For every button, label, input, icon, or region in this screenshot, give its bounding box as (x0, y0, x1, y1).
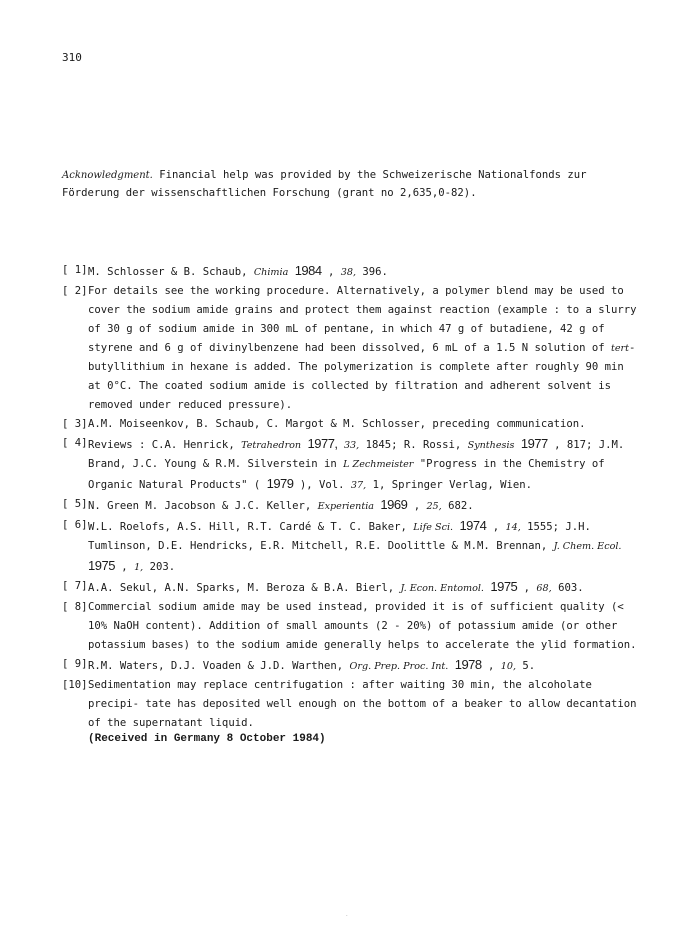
reference-fragment: , (321, 266, 341, 278)
reference-item (62, 282, 642, 415)
italic-text: 25, (426, 501, 442, 512)
year-text: 1978 (454, 657, 482, 672)
reference-item (62, 434, 642, 495)
reference-text (88, 434, 642, 495)
reference-number: [ 3] (62, 418, 88, 430)
reference-fragment: Sedimentation may replace centrifugation : after waiting 30 min, the alcoholate precipi- tate has deposited well enough on the bottom of a beaker to allow decantation of the supernatant liquid. (88, 679, 637, 729)
italic-text: 14, (505, 522, 521, 533)
reference-fragment: For details see the working procedure. Alternatively, a polymer blend may be used to cover the sodium amide grains and protect them against reaction (example : to a slurry of 30 g of sodium amide in 300 mL of pentane, in which 47 g of butadiene, 42 g of styrene and 6 g of divinylbenzene had been dissolved, 6 mL of a 1.5 N solution of (88, 285, 637, 354)
year-text: 1979 (266, 476, 294, 491)
reference-fragment: -butyllithium in hexane is added. The polymerization is complete after roughly 90 min at 0°C. The coated sodium amide is collected by filtration and adherent solvent is removed under reduced pressure). (88, 342, 636, 411)
reference-text (88, 655, 642, 676)
received-note: (Received in Germany 8 October 1984) (88, 733, 326, 745)
reference-fragment: 5. (516, 660, 536, 672)
acknowledgment (62, 167, 642, 202)
reference-item (62, 676, 642, 733)
reference-item (62, 415, 642, 434)
italic-text: tert (611, 343, 629, 354)
reference-fragment: M. Schlosser & B. Schaub, (88, 266, 254, 278)
reference-list (62, 261, 642, 733)
italic-text: 1, (134, 562, 144, 573)
reference-fragment: , (517, 582, 537, 594)
reference-fragment: Reviews : C.A. Henrick, (88, 439, 242, 451)
reference-text (88, 282, 642, 415)
italic-text: 10, (500, 661, 517, 672)
reference-text (88, 577, 642, 598)
italic-text: Experientia (317, 501, 374, 512)
reference-item (62, 516, 642, 577)
italic-text: Life Sci. (413, 522, 454, 533)
year-text: 1975 (88, 558, 115, 573)
reference-fragment: N. Green M. Jacobson & J.C. Keller, (88, 500, 318, 512)
reference-fragment: W.L. Roelofs, A.S. Hill, R.T. Cardé & T. C. Baker, (88, 521, 414, 533)
italic-text: 38, (340, 267, 357, 278)
reference-item (62, 261, 642, 282)
reference-fragment: 203. (143, 561, 176, 573)
acknowledgment-text: Financial help was provided by the Schweizerische Nationalfonds zur Förderung der wissenschaftlichen Forschung (grant no 2,635,0-82). (62, 169, 587, 199)
reference-item (62, 495, 642, 516)
reference-fragment: , (481, 660, 501, 672)
reference-fragment: Commercial sodium amide may be used instead, provided it is of sufficient quality (< 10% NaOH content). Addition of small amounts (2 - 20%) of potassium amide (or other potassium bases) to the sodium amide generally helps to accelerate the ylid formation. (88, 601, 637, 651)
reference-fragment: A.A. Sekul, A.N. Sparks, M. Beroza & B.A. Bierl, (88, 582, 401, 594)
year-text: 1977 (520, 436, 548, 451)
reference-number: [ 7] (62, 580, 88, 592)
reference-fragment: A.M. Moiseenkov, B. Schaub, C. Margot & M. Schlosser, preceding communication. (88, 418, 586, 430)
reference-fragment: 603. (551, 582, 584, 594)
year-text: 1984 (294, 263, 322, 278)
italic-text: Org. Prep. Proc. Int. (349, 661, 449, 672)
reference-number: [ 8] (62, 601, 88, 613)
reference-number: [10] (62, 679, 88, 691)
reference-number: [ 1] (62, 264, 88, 276)
reference-fragment: , (486, 521, 506, 533)
italic-text: 37, (350, 480, 367, 491)
italic-text: Tetrahedron (241, 440, 302, 451)
reference-fragment: 1555; J.H. Tumlinson, D.E. Hendricks, E.R. Mitchell, R.E. Doolittle & M.M. Brennan, (88, 521, 591, 552)
reference-fragment: , 817; J.M. Brand, J.C. Young & R.M. Silverstein in (88, 439, 625, 470)
year-text: 1969 (380, 497, 408, 512)
italic-text: 68, (536, 583, 552, 594)
reference-text (88, 676, 642, 733)
italic-text: L Zechmeister (343, 459, 414, 470)
reference-number: [ 5] (62, 498, 88, 510)
year-text: 1975 (490, 579, 518, 594)
reference-fragment: 1, Springer Verlag, Wien. (366, 479, 533, 491)
page-number: 310 (62, 51, 82, 64)
reference-text (88, 261, 642, 282)
reference-number: [ 4] (62, 437, 88, 449)
reference-number: [ 9] (62, 658, 88, 670)
reference-fragment: 396. (356, 266, 388, 278)
reference-fragment: , (407, 500, 427, 512)
reference-text (88, 516, 642, 577)
italic-text: J. Econ. Entomol. (400, 583, 484, 594)
reference-fragment: 682. (441, 500, 474, 512)
reference-item (62, 598, 642, 655)
reference-text (88, 415, 642, 434)
reference-item (62, 655, 642, 676)
year-text: 1974 (459, 518, 487, 533)
reference-number: [ 2] (62, 285, 88, 297)
reference-item (62, 577, 642, 598)
italic-text: J. Chem. Ecol. (553, 541, 622, 552)
reference-fragment: , (114, 561, 135, 573)
reference-fragment: ), Vol. (293, 479, 351, 491)
italic-text: Chimia (253, 267, 289, 278)
reference-fragment: "Progress in the Chemistry of Organic Natural Products" ( (88, 458, 605, 491)
italic-text: 33, (343, 440, 360, 451)
acknowledgment-lead: Acknowledgment. (62, 170, 153, 181)
reference-number: [ 6] (62, 519, 88, 531)
reference-text (88, 598, 642, 655)
year-text: 1977, (307, 436, 338, 451)
reference-fragment: 1845; R. Rossi, (359, 439, 468, 451)
page-mark: . (345, 911, 349, 918)
reference-fragment: R.M. Waters, D.J. Voaden & J.D. Warthen, (88, 660, 350, 672)
italic-text: Synthesis (467, 440, 515, 451)
reference-text (88, 495, 642, 516)
